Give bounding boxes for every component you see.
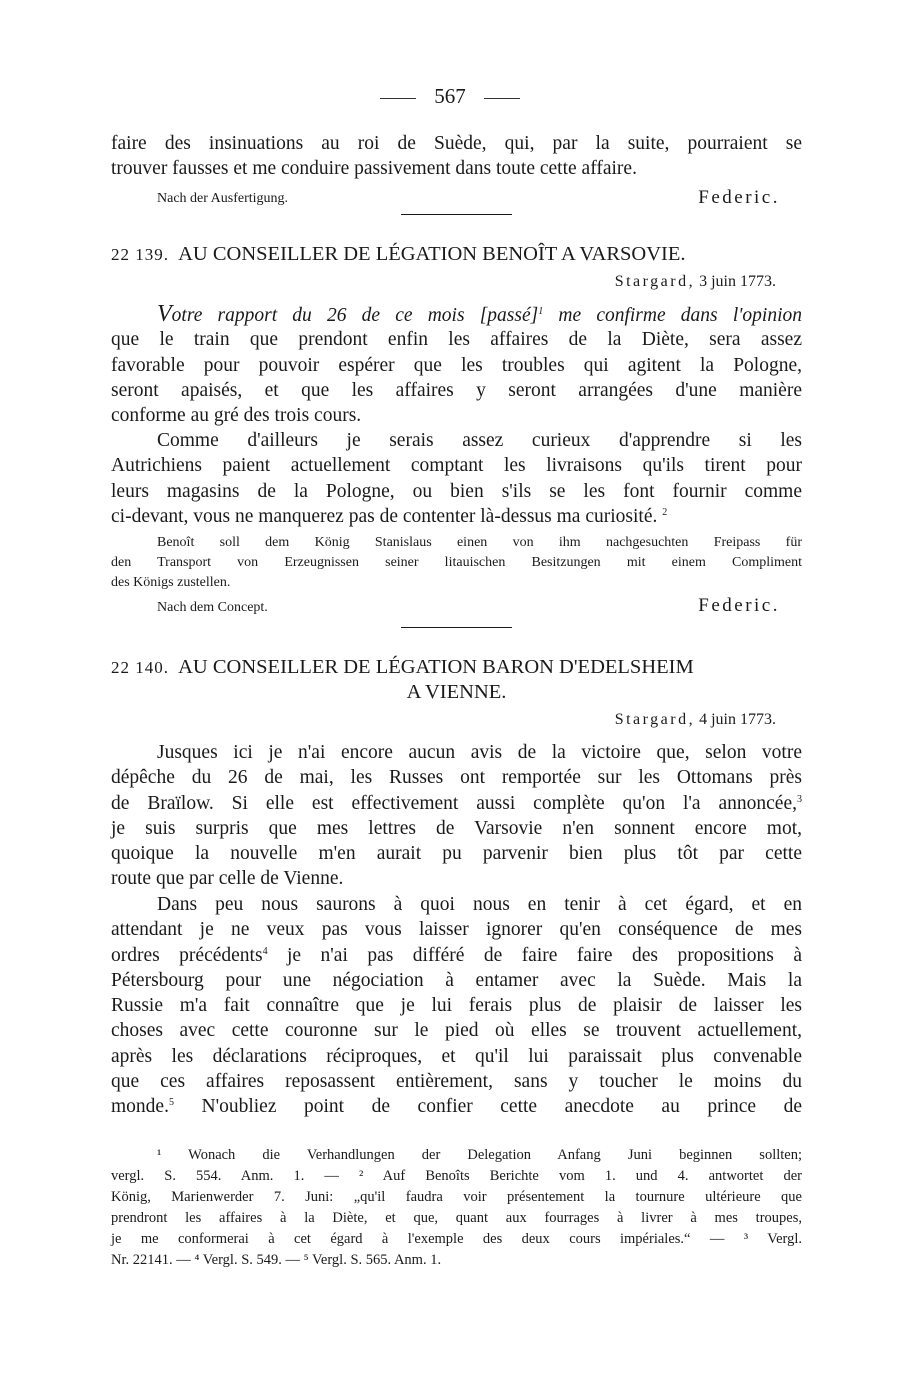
text-span: de Braïlow. Si elle est effectivement aussi complète qu'on l'a annoncée,	[111, 792, 797, 814]
text-line: route que par celle de Vienne.	[111, 868, 344, 890]
text-line: Dans peu nous saurons à quoi nous en tenir à cet égard, et en	[157, 894, 802, 915]
note-line: des Königs zustellen.	[111, 575, 231, 590]
text-line: Autrichiens paient actuellement comptant les livraisons qu'ils tirent pour	[111, 455, 802, 477]
divider-rule	[401, 214, 512, 215]
source-note: Nach dem Concept.	[157, 600, 268, 615]
text-span: me confirme dans l'opinion	[558, 305, 802, 326]
place: Stargard,	[614, 273, 696, 290]
text-line: dépêche du 26 de mai, les Russes ont remportée sur les Ottomans près	[111, 767, 802, 789]
text-line	[111, 943, 802, 968]
text-line: Pétersbourg pour une négociation à entamer avec la Suède. Mais la	[111, 969, 802, 991]
continuation-text	[111, 131, 802, 182]
dateline-22139	[111, 273, 802, 297]
footnote-line: König, Marienwerder 7. Juni: „qu'il faudra voir présentement la tournure ultérieure que	[111, 1189, 802, 1205]
page-number-dash-left	[380, 98, 416, 99]
page-number: 567	[0, 84, 900, 109]
text-span: ordres précédents	[111, 944, 263, 966]
text-line: leurs magasins de la Pologne, ou bien s'ils se les font fournir comme	[111, 480, 802, 502]
text-span: ci-devant, vous ne manquerez pas de contenter là-dessus ma curiosité.	[111, 505, 658, 527]
paragraph-22139-2	[111, 428, 802, 529]
text-line: Comme d'ailleurs je serais assez curieux d'apprendre si les	[157, 430, 802, 451]
heading-line	[111, 655, 802, 680]
heading-line	[111, 242, 802, 267]
place: Stargard,	[614, 711, 696, 728]
text-line: que ces affaires reposassent entièrement, sans y toucher le moins du	[111, 1071, 802, 1093]
footnote-ref: 1	[538, 306, 544, 317]
footnote-line: vergl. S. 554. Anm. 1. — ² Auf Benoîts Berichte vom 1. und 4. antwortet der	[111, 1168, 802, 1184]
paragraph-22140-1	[111, 740, 802, 892]
letter-title: AU CONSEILLER DE LÉGATION BENOÎT A VARSOVIE.	[178, 243, 686, 265]
letter-number: 22 139.	[111, 245, 169, 264]
text-line	[111, 791, 802, 816]
heading-line-2: A VIENNE.	[406, 681, 507, 704]
letter-heading-22139	[111, 242, 802, 267]
text-span: je n'ai pas différé de faire faire des propositions à	[287, 944, 802, 966]
text-line: après les déclarations réciproques, et qu'il lui paraissait plus convenable	[111, 1045, 802, 1067]
continuation-closing	[111, 187, 802, 211]
footnote-line: prendront les affaires à la Diète, et que, quant aux fourrages à livrer à mes troupes,	[111, 1210, 802, 1226]
letter-number: 22 140.	[111, 658, 169, 677]
footnote-ref: 2	[662, 506, 668, 518]
text-span: monde.	[111, 1096, 169, 1118]
text-line: favorable pour pouvoir espérer que les troubles qui agitent la Pologne,	[111, 354, 802, 376]
signature: Federic.	[698, 187, 780, 208]
text-line	[111, 1094, 802, 1119]
text-line: Russie m'a fait connaître que je lui ferais plus de plaisir de laisser les	[111, 995, 802, 1017]
text-line: attendant je ne veux pas vous laisser ignorer qu'en conséquence de mes	[111, 919, 802, 941]
footnote-line: Nr. 22141. — ⁴ Vergl. S. 549. — ⁵ Vergl. S. 565. Anm. 1.	[111, 1252, 442, 1268]
text-line: je suis surpris que mes lettres de Varsovie n'en sonnent encore mot,	[111, 817, 802, 839]
footnote-ref: 4	[262, 945, 268, 957]
text-line: que le train que prendont enfin les affaires de la Diète, sera assez	[111, 329, 802, 351]
note-line: Benoît soll dem König Stanislaus einen von ihm nachgesuchten Freipass für	[157, 535, 802, 550]
footnote-ref: 3	[797, 793, 802, 805]
divider-rule	[401, 627, 512, 628]
text-line: quoique la nouvelle m'en aurait pu parvenir bien plus tôt par cette	[111, 843, 802, 865]
text-line: conforme au gré des trois cours.	[111, 405, 362, 427]
paragraph-22140-2	[111, 892, 802, 1120]
text-line: Votre rapport du 26 de ce mois [passé]$^1$ me confirme dans l'opinion	[157, 301, 802, 327]
text-line: seront apaisés, et que les affaires y seront arrangées d'une manière	[111, 379, 802, 401]
text-line: choses avec cette couronne sur le pied où elles se trouvent actuellement,	[111, 1020, 802, 1042]
source-note: Nach der Ausfertigung.	[157, 191, 289, 206]
letter-heading-22140	[111, 655, 802, 706]
date: 4 juin 1773.	[699, 711, 776, 728]
text-span: N'oubliez point de confier cette anecdote au prince de	[201, 1096, 802, 1118]
closing-22139	[111, 595, 802, 619]
text-span: otre rapport du 26 de ce mois [passé]	[171, 305, 539, 326]
footnote-ref: 5	[168, 1097, 174, 1109]
date: 3 juin 1773.	[699, 273, 776, 290]
text-line	[111, 504, 802, 529]
footnote-line: ¹ Wonach die Verhandlungen der Delegation Anfang Juni beginnen sollten;	[157, 1147, 802, 1163]
note-line: den Transport von Erzeugnissen seiner litauischen Besitzungen mit einem Compliment	[111, 555, 802, 570]
text-line: Jusques ici je n'ai encore aucun avis de la victoire que, selon votre	[157, 742, 802, 763]
page-number-dash-right	[484, 98, 520, 99]
text-line: faire des insinuations au roi de Suède, qui, par la suite, pourraient se	[111, 133, 802, 154]
letter-title: AU CONSEILLER DE LÉGATION BARON D'EDELSHEIM	[178, 656, 694, 678]
text-line: trouver fausses et me conduire passivement dans toute cette affaire.	[111, 158, 637, 180]
signature: Federic.	[698, 595, 780, 616]
footnote-line: je me conformerai à cet égard à l'exemple des deux cours impériales.“ — ³ Vergl.	[111, 1231, 802, 1247]
editor-note-22139	[111, 533, 802, 593]
dateline-22140	[111, 711, 802, 735]
footnotes	[111, 1145, 802, 1271]
paragraph-22139-1	[111, 302, 802, 428]
